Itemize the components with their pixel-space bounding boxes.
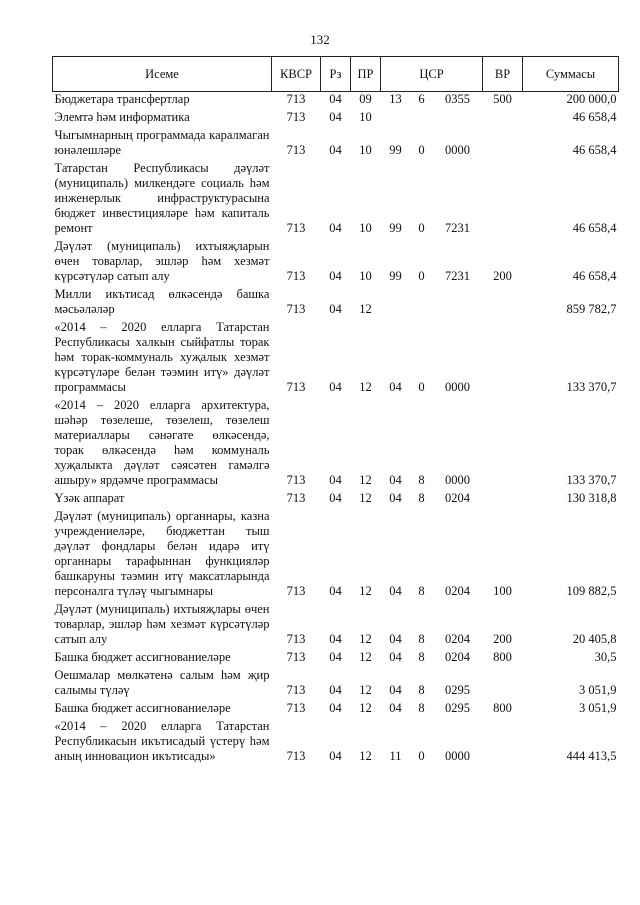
cell-name: Элемтә һәм информатика — [54, 110, 190, 124]
cell-csr-direction: 0204 — [445, 650, 470, 664]
cell-vr — [483, 128, 523, 161]
table-row — [53, 398, 619, 491]
table-row — [53, 92, 619, 111]
cell-sum: 133 370,7 — [566, 380, 617, 394]
cell-kvsr: 713 — [286, 302, 306, 316]
cell-pr: 12 — [359, 491, 372, 505]
cell-csr-direction — [433, 287, 483, 320]
cell-vr: 800 — [493, 650, 512, 664]
cell-rz: 04 — [329, 491, 342, 505]
cell-vr — [483, 320, 523, 398]
header-csr: ЦСР — [381, 57, 483, 92]
cell-csr-subprogram: 0 — [418, 143, 425, 157]
cell-sum: 46 658,4 — [572, 221, 617, 235]
page-number: 132 — [310, 32, 330, 47]
cell-pr: 10 — [359, 110, 372, 124]
header-name: Исеме — [53, 57, 272, 92]
cell-kvsr: 713 — [286, 269, 306, 283]
cell-csr-subprogram: 8 — [418, 584, 425, 598]
cell-csr-program: 04 — [389, 473, 402, 487]
cell-csr-subprogram: 0 — [418, 221, 425, 235]
cell-kvsr: 713 — [286, 701, 306, 715]
cell-pr: 12 — [359, 701, 372, 715]
table-row — [53, 491, 619, 509]
cell-sum: 133 370,7 — [566, 473, 617, 487]
cell-name: «2014 – 2020 елларга архитектура, шәһәр төзелеше, төзелеш, төзелеш материаллары сәнәгате өлкәсендә, торак өлкәсендә һәм коммуналь хуҗалыкта дәүләт сәясәтен гамәлгә ашыру» ярдәмче программасы — [54, 398, 270, 487]
cell-vr — [483, 491, 523, 509]
cell-vr: 100 — [493, 584, 512, 598]
cell-csr-direction: 0000 — [445, 380, 470, 394]
cell-csr-direction: 0295 — [445, 701, 470, 715]
cell-csr-subprogram: 0 — [418, 749, 425, 763]
cell-name: Бюджетара трансфертлар — [54, 92, 190, 106]
cell-kvsr: 713 — [286, 584, 306, 598]
cell-pr: 12 — [359, 749, 372, 763]
cell-rz: 04 — [329, 143, 342, 157]
cell-pr: 09 — [359, 92, 372, 106]
cell-csr-subprogram — [411, 287, 433, 320]
cell-vr: 500 — [493, 92, 512, 106]
cell-csr-direction — [433, 110, 483, 128]
cell-csr-subprogram: 0 — [418, 269, 425, 283]
cell-csr-subprogram: 8 — [418, 632, 425, 646]
cell-csr-program: 04 — [389, 683, 402, 697]
cell-kvsr: 713 — [286, 683, 306, 697]
cell-sum: 46 658,4 — [572, 143, 617, 157]
cell-vr: 200 — [493, 632, 512, 646]
cell-kvsr: 713 — [286, 143, 306, 157]
cell-csr-program: 99 — [389, 143, 402, 157]
table-header — [53, 57, 619, 92]
cell-csr-subprogram: 6 — [418, 92, 425, 106]
cell-pr: 12 — [359, 584, 372, 598]
cell-kvsr: 713 — [286, 749, 306, 763]
cell-name: Үзәк аппарат — [54, 491, 125, 505]
table-row — [53, 110, 619, 128]
table-row — [53, 128, 619, 161]
table-row — [53, 239, 619, 287]
cell-vr — [483, 719, 523, 767]
cell-rz: 04 — [329, 650, 342, 664]
cell-csr-program — [381, 287, 411, 320]
cell-csr-subprogram: 0 — [418, 380, 425, 394]
cell-rz: 04 — [329, 584, 342, 598]
table-row — [53, 668, 619, 701]
cell-kvsr: 713 — [286, 491, 306, 505]
cell-csr-direction: 0000 — [445, 749, 470, 763]
cell-csr-program: 04 — [389, 701, 402, 715]
cell-vr — [483, 161, 523, 239]
cell-name: «2014 – 2020 елларга Татарстан Республикасын икътисадый үстерү һәм аның инновацион икътисады» — [54, 719, 270, 763]
cell-csr-program: 04 — [389, 380, 402, 394]
cell-pr: 12 — [359, 473, 372, 487]
cell-sum: 444 413,5 — [566, 749, 617, 763]
cell-csr-program: 04 — [389, 491, 402, 505]
table-body — [53, 92, 619, 768]
cell-sum: 130 318,8 — [566, 491, 617, 505]
cell-name: Дәүләт (муниципаль) ихтыяҗлары өчен товарлар, эшләр һәм хезмәт күрсәтүләр сатып алу — [54, 602, 270, 646]
cell-rz: 04 — [329, 92, 342, 106]
cell-name: Дәүләт (муниципаль) ихтыяҗларын өчен товарлар, эшләр һәм хезмәт күрсәтүләр сатып алу — [54, 239, 270, 283]
cell-name: Милли икътисад өлкәсендә башка мәсьәләләр — [54, 287, 270, 316]
cell-csr-direction: 0204 — [445, 632, 470, 646]
cell-csr-subprogram: 8 — [418, 683, 425, 697]
table-row — [53, 650, 619, 668]
cell-csr-program: 04 — [389, 632, 402, 646]
cell-pr: 12 — [359, 632, 372, 646]
cell-rz: 04 — [329, 302, 342, 316]
cell-csr-direction: 0295 — [445, 683, 470, 697]
cell-name: Дәүләт (муниципаль) органнары, казна учреждениеләре, бюджеттан тыш дәүләт фондлары белән идарә итү органнары тарафыннан функцияләр башкаруны тәэмин итү максатларында персоналга түләү чыгымнары — [54, 509, 270, 598]
cell-kvsr: 713 — [286, 473, 306, 487]
cell-sum: 3 051,9 — [579, 683, 617, 697]
cell-kvsr: 713 — [286, 650, 306, 664]
cell-csr-subprogram: 8 — [418, 491, 425, 505]
cell-csr-program: 99 — [389, 221, 402, 235]
table-row — [53, 701, 619, 719]
cell-csr-direction: 0000 — [445, 143, 470, 157]
cell-csr-program: 13 — [389, 92, 402, 106]
cell-csr-direction: 0204 — [445, 491, 470, 505]
cell-sum: 20 405,8 — [572, 632, 617, 646]
cell-rz: 04 — [329, 632, 342, 646]
cell-sum: 30,5 — [594, 650, 617, 664]
cell-pr: 12 — [359, 302, 372, 316]
cell-pr: 12 — [359, 380, 372, 394]
cell-pr: 10 — [359, 269, 372, 283]
cell-kvsr: 713 — [286, 92, 306, 106]
cell-kvsr: 713 — [286, 632, 306, 646]
cell-sum: 46 658,4 — [572, 110, 617, 124]
table-row — [53, 719, 619, 767]
cell-sum: 46 658,4 — [572, 269, 617, 283]
table-row — [53, 509, 619, 602]
cell-kvsr: 713 — [286, 110, 306, 124]
cell-csr-program: 04 — [389, 584, 402, 598]
cell-rz: 04 — [329, 380, 342, 394]
cell-csr-direction: 7231 — [445, 269, 470, 283]
cell-sum: 3 051,9 — [579, 701, 617, 715]
cell-csr-direction: 0355 — [445, 92, 470, 106]
cell-rz: 04 — [329, 221, 342, 235]
cell-vr — [483, 287, 523, 320]
cell-vr: 200 — [493, 269, 512, 283]
cell-name: Башка бюджет ассигнованиеләре — [54, 650, 231, 664]
budget-table — [52, 56, 619, 767]
cell-sum: 859 782,7 — [566, 302, 617, 316]
cell-kvsr: 713 — [286, 380, 306, 394]
cell-vr — [483, 398, 523, 491]
cell-csr-direction: 0000 — [445, 473, 470, 487]
cell-pr: 12 — [359, 683, 372, 697]
cell-csr-subprogram: 8 — [418, 473, 425, 487]
cell-csr-subprogram — [411, 110, 433, 128]
cell-name: Чыгымнарның программада каралмаган юнәлешләре — [54, 128, 270, 157]
header-kvsr: КВСР — [272, 57, 321, 92]
cell-vr — [483, 110, 523, 128]
table-row — [53, 320, 619, 398]
header-pr: ПР — [351, 57, 381, 92]
header-rz: Рз — [321, 57, 351, 92]
cell-name: Башка бюджет ассигнованиеләре — [54, 701, 231, 715]
cell-vr: 800 — [493, 701, 512, 715]
cell-csr-subprogram: 8 — [418, 701, 425, 715]
header-vr: ВР — [483, 57, 523, 92]
cell-csr-subprogram: 8 — [418, 650, 425, 664]
cell-pr: 10 — [359, 143, 372, 157]
cell-rz: 04 — [329, 749, 342, 763]
cell-csr-direction: 0204 — [445, 584, 470, 598]
cell-rz: 04 — [329, 269, 342, 283]
table-row — [53, 287, 619, 320]
cell-csr-direction: 7231 — [445, 221, 470, 235]
header-sum: Суммасы — [523, 57, 619, 92]
cell-name: «2014 – 2020 елларга Татарстан Республикасы халкын сыйфатлы торак һәм торак-коммуналь хуҗалык хезмәт күрсәтүләре белән тәэмин итү» дәүләт программасы — [54, 320, 270, 394]
table-row — [53, 602, 619, 650]
cell-pr: 12 — [359, 650, 372, 664]
table-row — [53, 161, 619, 239]
cell-pr: 10 — [359, 221, 372, 235]
cell-csr-program: 99 — [389, 269, 402, 283]
cell-rz: 04 — [329, 473, 342, 487]
cell-csr-program: 11 — [389, 749, 402, 763]
cell-name: Татарстан Республикасы дәүләт (муниципаль) милкендәге социаль һәм инженерлык инфраструктурасына бюджет инвестицияләре һәм капиталь ремонт — [54, 161, 270, 235]
cell-csr-program — [381, 110, 411, 128]
cell-sum: 200 000,0 — [566, 92, 617, 106]
cell-rz: 04 — [329, 110, 342, 124]
cell-vr — [483, 668, 523, 701]
cell-csr-program: 04 — [389, 650, 402, 664]
cell-kvsr: 713 — [286, 221, 306, 235]
cell-sum: 109 882,5 — [566, 584, 617, 598]
cell-rz: 04 — [329, 683, 342, 697]
cell-rz: 04 — [329, 701, 342, 715]
cell-name: Оешмалар мөлкәтенә салым һәм җир салымы түләү — [54, 668, 270, 697]
